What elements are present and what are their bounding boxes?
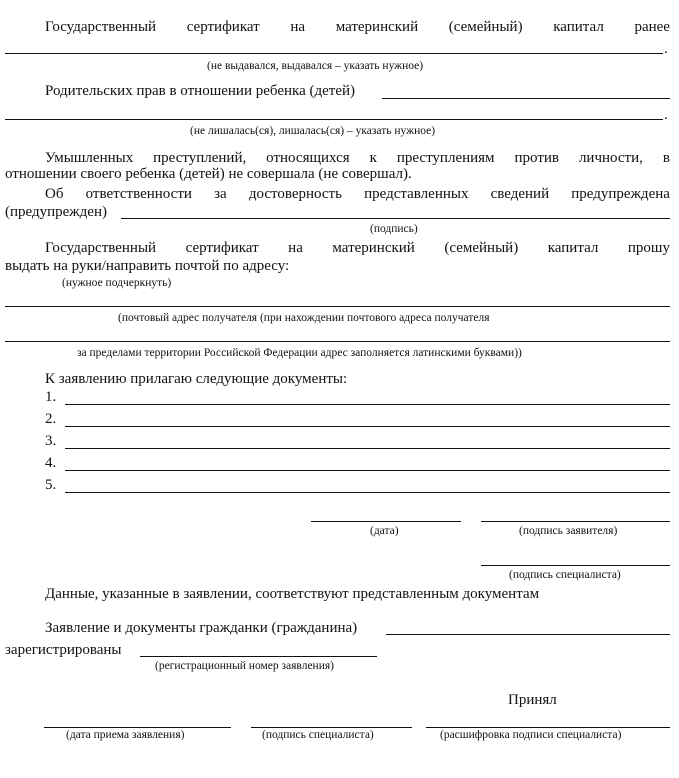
word: преступлений, (153, 150, 247, 166)
accepted-date-caption: (дата приема заявления) (66, 729, 185, 741)
word: предупреждена (571, 186, 670, 202)
responsibility-text-line1 (45, 185, 670, 203)
word: представленных (364, 186, 469, 202)
accepted-date-line[interactable] (44, 727, 231, 728)
word: сертификат (185, 240, 259, 256)
registration-line1: Заявление и документы гражданки (гражданина) (45, 620, 358, 636)
line-end-period: . (664, 41, 668, 57)
word: ранее (634, 19, 670, 35)
word: материнский (335, 19, 419, 35)
word: Государственный (45, 240, 157, 256)
accepted-title: Принял (508, 692, 557, 708)
word: Государственный (45, 19, 157, 35)
specialist-signature-caption: (подпись специалиста) (509, 569, 621, 581)
word: личности, (578, 150, 643, 166)
word: Об (45, 186, 64, 202)
specialist-signature-line[interactable] (481, 565, 670, 566)
certificate-previous-text (45, 18, 670, 36)
line-end-period: . (664, 107, 668, 123)
word: (семейный) (444, 240, 519, 256)
issue-text-line2: выдать на руки/направить почтой по адресу: (5, 258, 290, 274)
word: относящихся (266, 150, 350, 166)
registration-citizen-line[interactable] (386, 634, 670, 635)
word: сведений (490, 186, 550, 202)
word: материнский (332, 240, 415, 256)
word: к (369, 150, 377, 166)
word: ответственности (85, 186, 192, 202)
registration-number-line[interactable] (140, 656, 377, 657)
document-item-line[interactable] (65, 492, 670, 493)
crimes-text-line2: отношении своего ребенка (детей) не совершала (не совершал). (5, 166, 412, 182)
responsibility-text-line2: (предупрежден) (5, 204, 107, 220)
word: (семейный) (448, 19, 523, 35)
word: капитал (547, 240, 599, 256)
registration-line2: зарегистрированы (5, 642, 122, 658)
word: Умышленных (45, 150, 134, 166)
document-item-number: 1. (45, 389, 57, 405)
word: прошу (627, 240, 670, 256)
parental-rights-label: Родительских прав в отношении ребенка (детей) (45, 83, 355, 99)
issue-text-line1 (45, 239, 670, 257)
documents-heading: К заявлению прилагаю следующие документы: (45, 371, 348, 387)
document-item-line[interactable] (65, 470, 670, 471)
document-item-line[interactable] (65, 404, 670, 405)
accepted-decoding-caption: (расшифровка подписи специалиста) (440, 729, 622, 741)
address-line-1[interactable] (5, 306, 670, 307)
word: против (514, 150, 559, 166)
certificate-previous-line[interactable] (5, 53, 663, 54)
document-item-number: 4. (45, 455, 57, 471)
responsibility-signature-line[interactable] (121, 218, 670, 219)
address-caption-2: за пределами территории Российской Федерации адрес заполняется латинскими буквами)) (77, 347, 522, 359)
verification-text: Данные, указанные в заявлении, соответствуют представленным документам (45, 586, 540, 602)
registration-caption: (регистрационный номер заявления) (155, 660, 334, 672)
applicant-date-line[interactable] (311, 521, 461, 522)
word: преступлениям (396, 150, 495, 166)
word: в (662, 150, 670, 166)
document-item-number: 2. (45, 411, 57, 427)
word: сертификат (186, 19, 260, 35)
document-item-number: 3. (45, 433, 57, 449)
certificate-previous-caption: (не выдавался, выдавался – указать нужное) (207, 60, 424, 72)
applicant-date-caption: (дата) (370, 525, 399, 537)
address-caption-1: (почтовый адрес получателя (при нахождении почтового адреса получателя (118, 312, 490, 324)
responsibility-caption: (подпись) (370, 223, 418, 235)
parental-rights-caption: (не лишалась(ся), лишалась(ся) – указать нужное) (190, 125, 436, 137)
word: за (214, 186, 227, 202)
document-item-line[interactable] (65, 448, 670, 449)
accepted-signature-line[interactable] (251, 727, 412, 728)
parental-rights-line-2[interactable] (5, 119, 663, 120)
word: капитал (553, 19, 604, 35)
accepted-decoding-line[interactable] (426, 727, 670, 728)
word: достоверность (248, 186, 342, 202)
word: на (290, 19, 306, 35)
document-item-number: 5. (45, 477, 57, 493)
applicant-signature-caption: (подпись заявителя) (519, 525, 618, 537)
applicant-signature-line[interactable] (481, 521, 670, 522)
issue-caption: (нужное подчеркнуть) (62, 277, 172, 289)
address-line-2[interactable] (5, 341, 670, 342)
word: на (288, 240, 303, 256)
parental-rights-line[interactable] (382, 98, 670, 99)
accepted-signature-caption: (подпись специалиста) (262, 729, 374, 741)
document-item-line[interactable] (65, 426, 670, 427)
